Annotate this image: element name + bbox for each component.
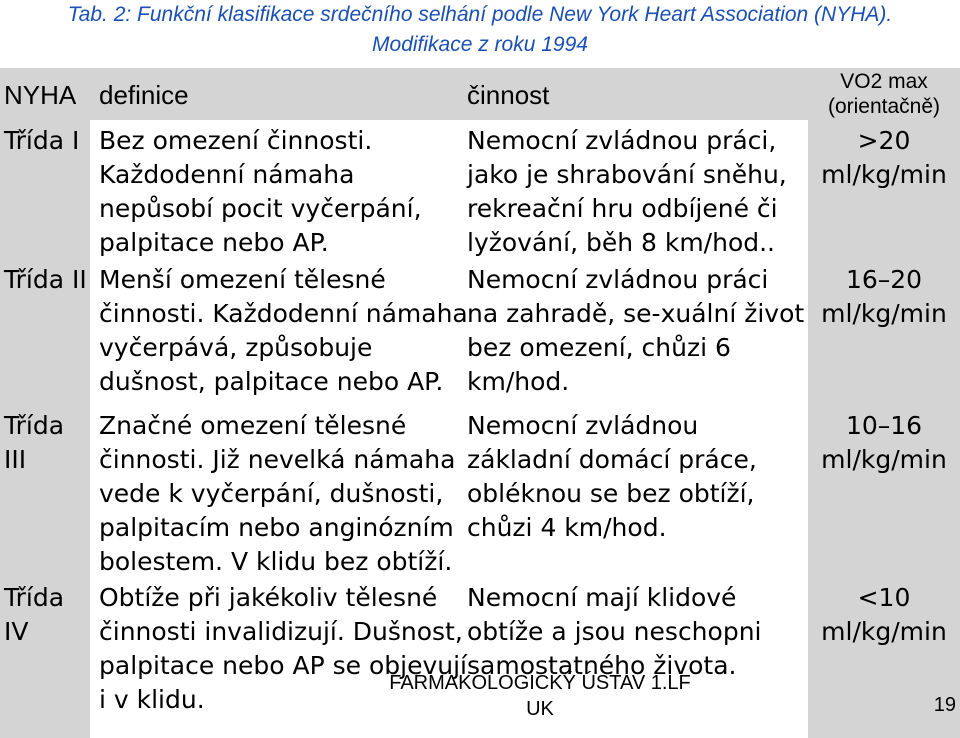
row-4-class: Třída IV bbox=[4, 583, 65, 646]
row-3-definition: Značné omezení tělesné činnosti. Již nevelká námaha vede k vyčerpání, dušnosti, palpitacím nebo anginózním bolestem. V klidu bez obtíží. bbox=[99, 411, 456, 576]
table-caption bbox=[0, 0, 960, 60]
row-1-vo2: >20 ml/kg/min bbox=[821, 126, 947, 189]
page-number: 19 bbox=[933, 694, 956, 716]
row-3-class: Třída III bbox=[4, 411, 65, 474]
row-1-activity: Nemocní zvládnou práci, jako je shrabování sněhu, rekreační hru odbíjené či lyžování, běh 8 km/hod.. bbox=[467, 126, 787, 257]
caption-line-2: Modifikace z roku 1994 bbox=[372, 33, 588, 56]
row-2-activity: Nemocní zvládnou práci na zahradě, se-xuální život bez omezení, chůzi 6 km/hod. bbox=[467, 265, 805, 396]
row-3-activity: Nemocní zvládnou základní domácí práce, obléknou se bez obtíží, chůzi 4 km/hod. bbox=[467, 411, 757, 542]
row-3-vo2: 10–16 ml/kg/min bbox=[821, 411, 947, 474]
row-1-definition: Bez omezení činnosti. Každodenní námaha nepůsobí pocit vyčerpání, palpitace nebo AP. bbox=[99, 126, 422, 257]
header-definice: definice bbox=[99, 80, 189, 110]
row-1-class: Třída I bbox=[4, 126, 80, 155]
row-2-definition: Menší omezení tělesné činnosti. Každodenní námaha vyčerpává, způsobuje dušnost, palpitace nebo AP. bbox=[99, 265, 468, 396]
header-cinnost: činnost bbox=[467, 80, 550, 110]
row-2-vo2: 16–20 ml/kg/min bbox=[821, 265, 947, 328]
header-nyha: NYHA bbox=[4, 80, 77, 110]
header-vo2: VO2 max (orientačně) bbox=[827, 70, 941, 118]
footer-institute: FARMAKOLOGICKÝ ÚSTAV 1.LF UK bbox=[389, 672, 691, 720]
row-4-definition: Obtíže při jakékoliv tělesné činnosti invalidizují. Dušnost, palpitace nebo AP se objevují i v klidu. bbox=[99, 583, 467, 714]
row-4-vo2: <10 ml/kg/min bbox=[821, 583, 947, 646]
caption-line-1: Tab. 2: Funkční klasifikace srdečního selhání podle New York Heart Association (NYHA). bbox=[67, 3, 893, 26]
row-4-activity: Nemocní mají klidové obtíže a jsou neschopni samostatného života. bbox=[467, 583, 762, 680]
row-2-class: Třída II bbox=[4, 265, 87, 294]
